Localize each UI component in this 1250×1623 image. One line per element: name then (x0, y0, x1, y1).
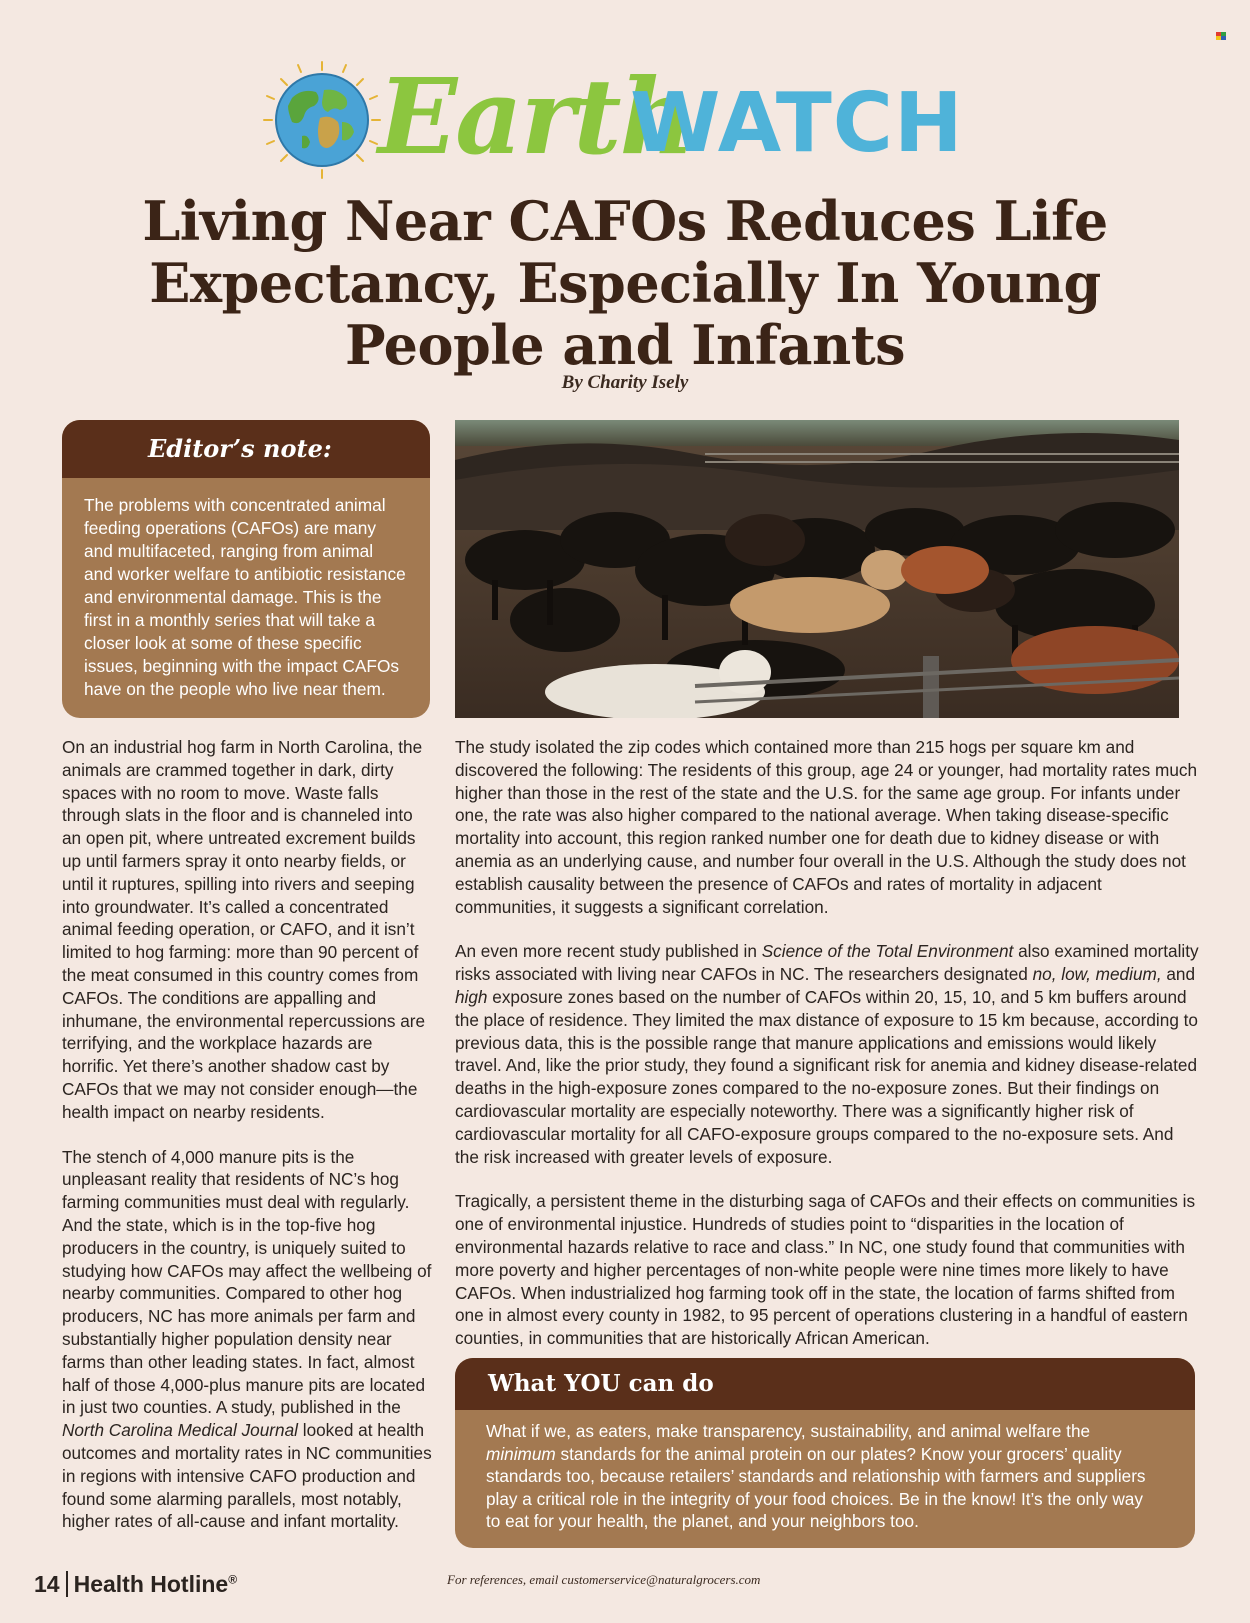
body-paragraph: Tragically, a persistent theme in the disturbing saga of CAFOs and their effects on communities is one of environmental injustice. Hundreds of studies point to “disparities in the location of environmental hazards relative to race and class.” In NC, one study found that communities with more poverty and higher percentages of non-white people were nine times more likely to have CAFOs. When industrialized hog farming took off in the state, the location of farms shifted from one in almost every county in 1982, to 95 percent of operations clustering in a handful of eastern counties, in communities that are historically African American. (455, 1191, 1196, 1349)
body-text: standards for the animal protein on our plates? Know your grocers’ quality standards too, because retailers’ standards and relationship with farmers and suppliers play a critical role in the integrity of your food choices. Be in the know! It’s the only way to eat for your health, the planet, and your neighbors too. (486, 1443, 1146, 1532)
exposure-zone-high: high (455, 986, 488, 1007)
body-text: What if we, as eaters, make transparency, sustainability, and animal welfare the (486, 1421, 1091, 1441)
body-paragraph (455, 940, 1200, 1168)
earthwatch-masthead (262, 52, 982, 182)
globe-icon (262, 60, 382, 180)
registered-mark: ® (228, 1572, 238, 1587)
what-you-can-do-body (455, 1410, 1195, 1533)
body-paragraph: The study isolated the zip codes which contained more than 215 hogs per square km and discovered the following: The residents of this group, age 24 or younger, had mortality rates much higher than those in the rest of the state and the U.S. for the same age group. For infants under one, the rate was also higher compared to the national average. When taking disease-specific mortality into account, this region ranked number one for death due to kidney disease or with anemia as an underlying cause, and number four overall in the U.S. Although the study does not establish causality between the presence of CAFOs and rates of mortality in adjacent communities, it suggests a significant correlation. (455, 737, 1198, 917)
article-column-right (455, 736, 1200, 1372)
article-headline (60, 190, 1190, 376)
body-paragraph (62, 1146, 432, 1534)
body-text: An even more recent study published in (455, 941, 762, 962)
body-paragraph: On an industrial hog farm in North Carolina, the animals are crammed together in dark, dirty spaces with no room to move. Waste falls through slats in the floor and is channeled into an open pit, where untreated excrement builds up until farmers spray it onto nearby fields, or until it ruptures, spilling into rivers and seeping into groundwater. It’s called a concentrated animal feeding operation, or CAFO, and it isn’t limited to hog farming: more than 90 percent of the meat consumed in this country comes from CAFOs. The conditions are appalling and inhumane, the environmental repercussions are terrifying, and the workplace hazards are horrific. Yet there’s another shadow cast by CAFOs that we may not consider enough—the health impact on nearby residents. (62, 737, 426, 1122)
journal-title: North Carolina Medical Journal (62, 1420, 298, 1441)
headline-line-2: Expectancy, Especially In Young (149, 251, 1101, 315)
feedlot-cattle-photo (455, 420, 1179, 718)
headline-line-1: Living Near CAFOs Reduces Life (142, 189, 1108, 253)
page-number: 14 (34, 1571, 60, 1597)
folio-divider (66, 1571, 68, 1597)
page-footer-folio (34, 1571, 237, 1598)
journal-title: Science of the Total Environment (761, 941, 1014, 962)
emphasis-text: minimum (486, 1443, 556, 1464)
earth-wordmark: Earth (378, 55, 694, 178)
body-text: The stench of 4,000 manure pits is the unpleasant reality that residents of NC’s hog farming communities must deal with regularly. And the state, which is in the top-five hog producers in the country, is uniquely suited to studying how CAFOs may affect the wellbeing of nearby communities. Compared to other hog producers, NC has more animals per farm and substantially higher population density near farms than other leading states. In fact, almost half of those 4,000-plus manure pits are located in just two counties. A study, published in the (62, 1146, 432, 1418)
article-column-left (62, 736, 432, 1555)
body-text: exposure zones based on the number of CAFOs within 20, 15, 10, and 5 km buffers around the place of residence. They limited the max distance of exposure to 15 km because, according to previous data, this is the possible range that manure applications and emissions would likely travel. And, like the prior study, they found a significant risk for anemia and kidney disease-related deaths in the high-exposure zones compared to the no-exposure zones. But their findings on cardiovascular mortality are especially noteworthy. There was a significantly higher risk of cardiovascular mortality for all CAFO-exposure groups compared to the no-exposure sets. And the risk increased with greater levels of exposure. (455, 986, 1198, 1167)
corner-color-mark (1216, 32, 1226, 40)
exposure-zone-terms: no, low, medium, (1032, 964, 1162, 985)
editors-note-box (62, 420, 430, 718)
body-text: looked at health outcomes and mortality rates in NC communities in regions with intensive CAFO production and found some alarming parallels, most notably, higher rates of all-cause and infant mortality. (62, 1420, 432, 1532)
byline: By Charity Isely (561, 372, 689, 393)
headline-line-3: People and Infants (344, 313, 906, 377)
what-you-can-do-title: What YOU can do (455, 1358, 1195, 1410)
what-you-can-do-box (455, 1358, 1195, 1548)
watch-wordmark: WATCH (630, 76, 964, 171)
editors-note-title: Editor’s note: (62, 420, 430, 478)
references-note: For references, email customerservice@naturalgrocers.com (447, 1572, 761, 1587)
body-text: also examined mortality risks associated with living near CAFOs in NC. The researchers designated (455, 941, 1199, 985)
body-text: and (1161, 964, 1196, 985)
editors-note-body: The problems with concentrated animal feeding operations (CAFOs) are many and multifaceted, ranging from animal and worker welfare to antibiotic resistance and environmental damage. This is the first in a monthly series that will take a closer look at some of these specific issues, beginning with the impact CAFOs have on the people who live near them. (84, 495, 406, 699)
publication-name: Health Hotline (73, 1571, 229, 1597)
